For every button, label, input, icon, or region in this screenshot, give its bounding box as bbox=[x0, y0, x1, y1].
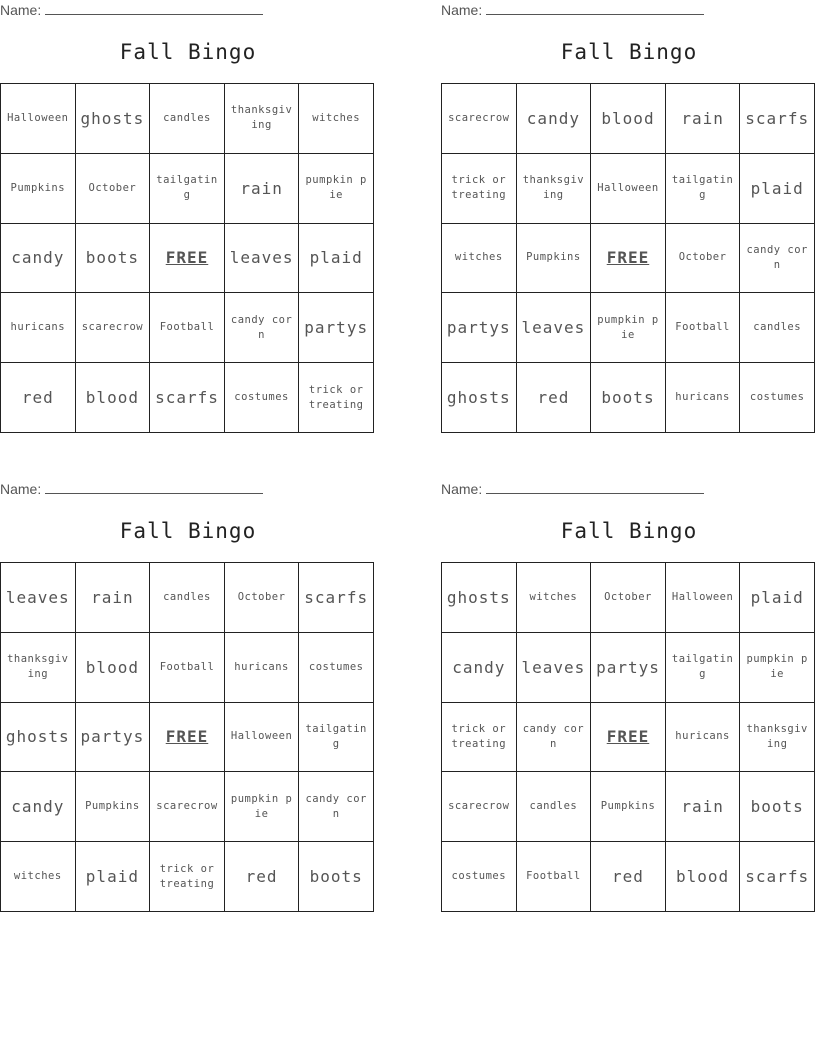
bingo-cell: candles bbox=[150, 563, 225, 633]
bingo-cell: blood bbox=[591, 84, 666, 154]
bingo-cell: partys bbox=[299, 293, 374, 363]
card-title: Fall Bingo bbox=[119, 40, 257, 64]
bingo-cell: boots bbox=[76, 224, 151, 294]
bingo-cell: costumes bbox=[740, 363, 815, 433]
bingo-cell: partys bbox=[591, 633, 666, 703]
bingo-cell: scarecrow bbox=[442, 84, 517, 154]
bingo-cell: pumpkin pie bbox=[299, 154, 374, 224]
bingo-cell: candles bbox=[740, 293, 815, 363]
name-field bbox=[441, 2, 704, 20]
bingo-cell: candy bbox=[1, 224, 76, 294]
bingo-cell: trick or treating bbox=[442, 703, 517, 773]
bingo-cell: Football bbox=[150, 633, 225, 703]
bingo-cell: boots bbox=[740, 772, 815, 842]
bingo-cell: Pumpkins bbox=[591, 772, 666, 842]
bingo-cell: thanksgiving bbox=[517, 154, 592, 224]
bingo-cell: Pumpkins bbox=[1, 154, 76, 224]
free-space: FREE bbox=[591, 224, 666, 294]
bingo-cell: thanksgiving bbox=[740, 703, 815, 773]
bingo-cell: ghosts bbox=[442, 563, 517, 633]
bingo-card-1 bbox=[0, 0, 376, 440]
bingo-cell: blood bbox=[76, 633, 151, 703]
bingo-cell: rain bbox=[666, 84, 741, 154]
bingo-cell: ghosts bbox=[1, 703, 76, 773]
bingo-cell: candy bbox=[517, 84, 592, 154]
bingo-cell: candles bbox=[517, 772, 592, 842]
name-label: Name: bbox=[0, 481, 42, 497]
bingo-cell: pumpkin pie bbox=[225, 772, 300, 842]
bingo-cell: October bbox=[225, 563, 300, 633]
bingo-cell: witches bbox=[299, 84, 374, 154]
name-label: Name: bbox=[441, 2, 483, 18]
bingo-cell: rain bbox=[666, 772, 741, 842]
card-title: Fall Bingo bbox=[560, 40, 698, 64]
bingo-cell: red bbox=[225, 842, 300, 912]
bingo-cell: red bbox=[1, 363, 76, 433]
bingo-cell: thanksgiving bbox=[225, 84, 300, 154]
bingo-cell: candy corn bbox=[225, 293, 300, 363]
bingo-cell: tailgating bbox=[666, 633, 741, 703]
bingo-cell: scarecrow bbox=[442, 772, 517, 842]
bingo-cell: October bbox=[76, 154, 151, 224]
bingo-cell: ghosts bbox=[76, 84, 151, 154]
bingo-cell: pumpkin pie bbox=[591, 293, 666, 363]
name-field bbox=[441, 481, 704, 499]
bingo-cell: boots bbox=[591, 363, 666, 433]
bingo-cell: Halloween bbox=[1, 84, 76, 154]
name-underline bbox=[45, 2, 263, 15]
bingo-cell: partys bbox=[442, 293, 517, 363]
bingo-cell: red bbox=[517, 363, 592, 433]
bingo-cell: rain bbox=[225, 154, 300, 224]
bingo-cell: scarecrow bbox=[76, 293, 151, 363]
bingo-cell: October bbox=[666, 224, 741, 294]
name-underline bbox=[486, 481, 704, 494]
bingo-cell: candy bbox=[1, 772, 76, 842]
bingo-cell: partys bbox=[76, 703, 151, 773]
bingo-cell: huricans bbox=[666, 703, 741, 773]
name-field bbox=[0, 481, 263, 499]
bingo-cell: blood bbox=[76, 363, 151, 433]
card-title: Fall Bingo bbox=[560, 519, 698, 543]
bingo-cell: witches bbox=[1, 842, 76, 912]
bingo-cell: Football bbox=[150, 293, 225, 363]
name-field bbox=[0, 2, 263, 20]
bingo-cell: plaid bbox=[76, 842, 151, 912]
bingo-cell: leaves bbox=[225, 224, 300, 294]
bingo-card-4 bbox=[441, 479, 816, 919]
name-underline bbox=[45, 481, 263, 494]
bingo-cell: Halloween bbox=[666, 563, 741, 633]
bingo-cell: huricans bbox=[225, 633, 300, 703]
name-label: Name: bbox=[441, 481, 483, 497]
bingo-cell: costumes bbox=[225, 363, 300, 433]
bingo-cell: Halloween bbox=[225, 703, 300, 773]
bingo-cell: leaves bbox=[517, 293, 592, 363]
bingo-cell: red bbox=[591, 842, 666, 912]
bingo-cell: scarfs bbox=[740, 842, 815, 912]
bingo-cell: blood bbox=[666, 842, 741, 912]
bingo-grid bbox=[441, 562, 815, 912]
bingo-cell: Halloween bbox=[591, 154, 666, 224]
bingo-cell: scarfs bbox=[299, 563, 374, 633]
bingo-cell: Football bbox=[517, 842, 592, 912]
name-label: Name: bbox=[0, 2, 42, 18]
bingo-cell: costumes bbox=[442, 842, 517, 912]
bingo-cell: costumes bbox=[299, 633, 374, 703]
bingo-cell: Pumpkins bbox=[517, 224, 592, 294]
bingo-cell: leaves bbox=[1, 563, 76, 633]
bingo-cell: rain bbox=[76, 563, 151, 633]
free-space: FREE bbox=[150, 703, 225, 773]
bingo-cell: candy corn bbox=[517, 703, 592, 773]
bingo-cell: Pumpkins bbox=[76, 772, 151, 842]
bingo-cell: witches bbox=[442, 224, 517, 294]
bingo-cell: candy corn bbox=[299, 772, 374, 842]
bingo-cell: thanksgiving bbox=[1, 633, 76, 703]
bingo-cell: scarfs bbox=[740, 84, 815, 154]
bingo-cell: leaves bbox=[517, 633, 592, 703]
bingo-cell: scarecrow bbox=[150, 772, 225, 842]
bingo-cell: ghosts bbox=[442, 363, 517, 433]
bingo-grid bbox=[0, 562, 374, 912]
bingo-cell: plaid bbox=[740, 154, 815, 224]
free-space: FREE bbox=[591, 703, 666, 773]
bingo-cell: candy corn bbox=[740, 224, 815, 294]
bingo-cell: candy bbox=[442, 633, 517, 703]
bingo-cell: candles bbox=[150, 84, 225, 154]
bingo-cell: tailgating bbox=[666, 154, 741, 224]
bingo-card-3 bbox=[0, 479, 376, 919]
bingo-cell: October bbox=[591, 563, 666, 633]
bingo-cell: plaid bbox=[299, 224, 374, 294]
free-space: FREE bbox=[150, 224, 225, 294]
bingo-cell: huricans bbox=[1, 293, 76, 363]
bingo-cell: witches bbox=[517, 563, 592, 633]
name-underline bbox=[486, 2, 704, 15]
bingo-cell: trick or treating bbox=[150, 842, 225, 912]
bingo-cell: tailgating bbox=[299, 703, 374, 773]
bingo-grid bbox=[441, 83, 815, 433]
bingo-cell: trick or treating bbox=[442, 154, 517, 224]
bingo-cell: pumpkin pie bbox=[740, 633, 815, 703]
bingo-cell: huricans bbox=[666, 363, 741, 433]
bingo-cell: Football bbox=[666, 293, 741, 363]
bingo-cell: boots bbox=[299, 842, 374, 912]
card-title: Fall Bingo bbox=[119, 519, 257, 543]
bingo-grid bbox=[0, 83, 374, 433]
bingo-card-2 bbox=[441, 0, 816, 440]
bingo-cell: trick or treating bbox=[299, 363, 374, 433]
bingo-cell: tailgating bbox=[150, 154, 225, 224]
bingo-cell: plaid bbox=[740, 563, 815, 633]
bingo-cell: scarfs bbox=[150, 363, 225, 433]
